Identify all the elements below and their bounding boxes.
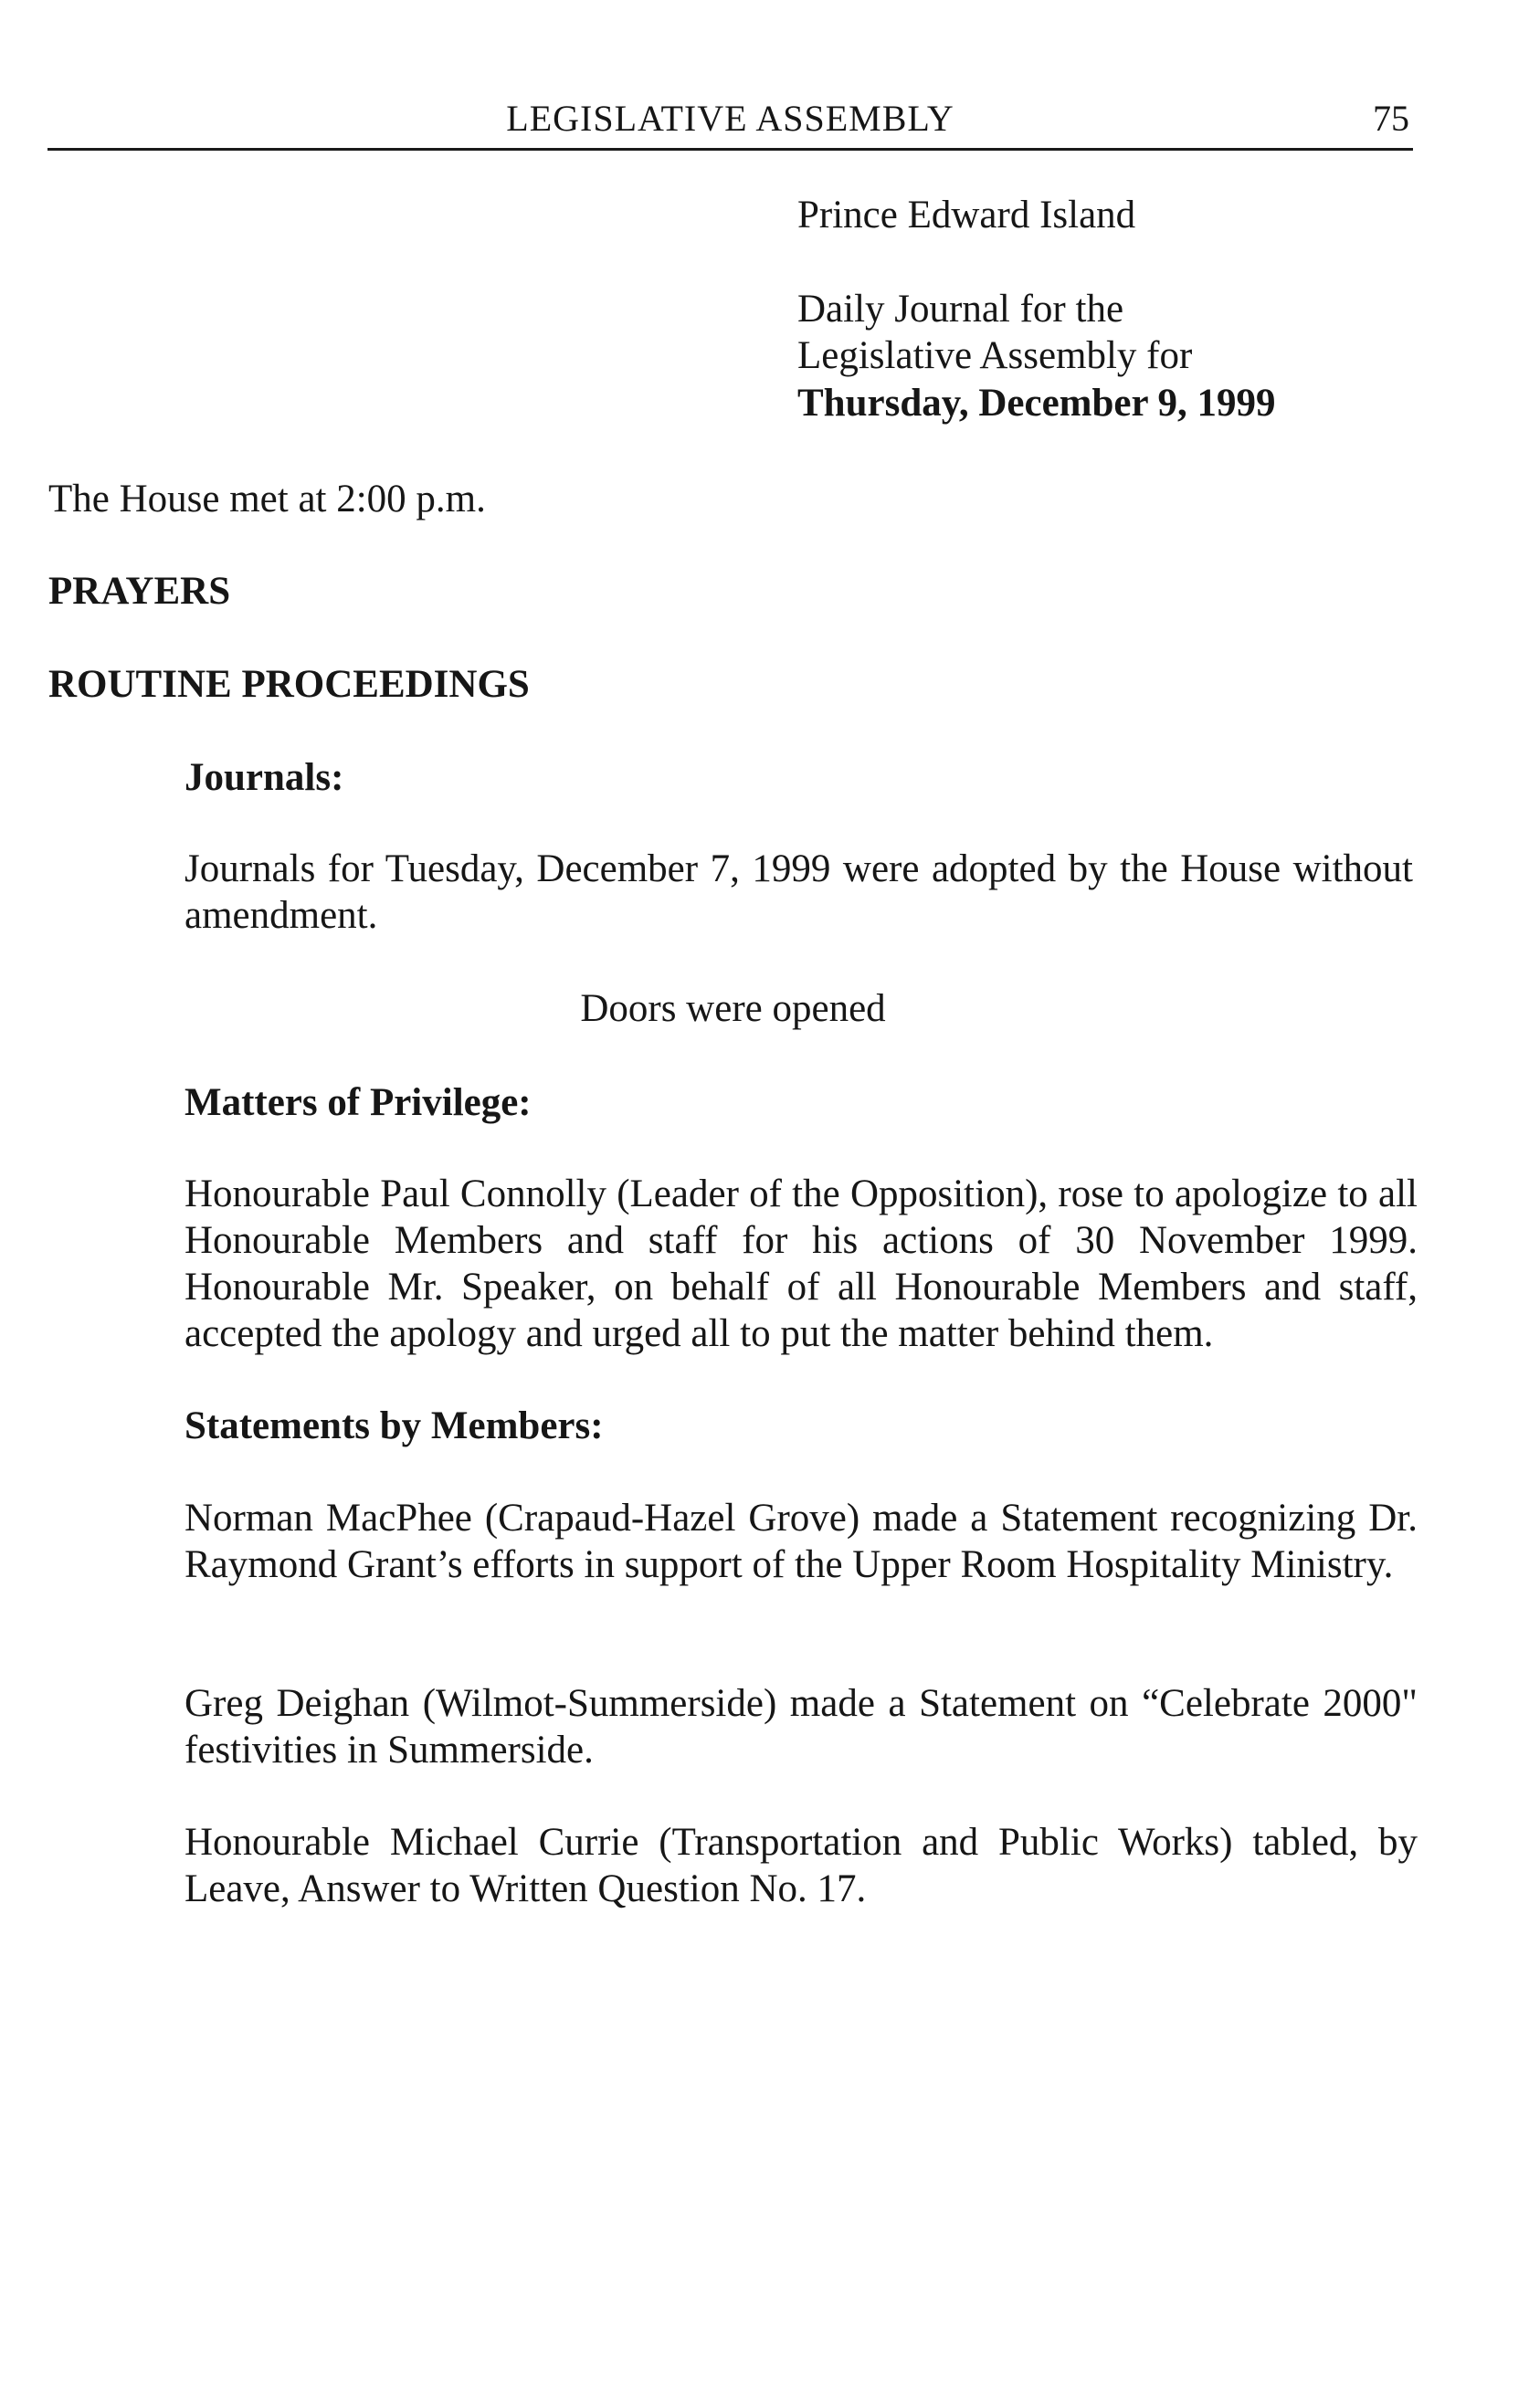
page-number: 75 <box>1373 98 1409 139</box>
journals-text: Journals for Tuesday, December 7, 1999 were adopted by the House without amendment. <box>185 847 1413 937</box>
journals-heading: Journals: <box>185 756 344 799</box>
statement-deighan: Greg Deighan (Wilmot-Summerside) made a Statement on “Celebrate 2000" festivities in Summerside. <box>185 1682 1418 1772</box>
routine-proceedings-heading: ROUTINE PROCEEDINGS <box>48 663 530 706</box>
masthead-date: Thursday, December 9, 1999 <box>797 382 1276 425</box>
statement-macphee: Norman MacPhee (Crapaud-Hazel Grove) made a Statement recognizing Dr. Raymond Grant’s efforts in support of the Upper Room Hospitality Ministry. <box>185 1497 1418 1586</box>
statement-currie: Honourable Michael Currie (Transportation and Public Works) tabled, by Leave, Answer to Written Question No. 17. <box>185 1821 1418 1910</box>
prayers-heading: PRAYERS <box>48 570 231 613</box>
masthead-province: Prince Edward Island <box>797 194 1136 237</box>
privilege-heading: Matters of Privilege: <box>185 1081 532 1124</box>
house-met-text: The House met at 2:00 p.m. <box>48 478 486 521</box>
page-header <box>47 93 1413 151</box>
doors-opened-text: Doors were opened <box>580 987 886 1030</box>
masthead-line-1: Daily Journal for the <box>797 288 1124 331</box>
masthead-line-2: Legislative Assembly for <box>797 334 1193 377</box>
statements-heading: Statements by Members: <box>185 1404 604 1447</box>
header-title: LEGISLATIVE ASSEMBLY <box>506 98 954 139</box>
privilege-text: Honourable Paul Connolly (Leader of the Opposition), rose to apologize to all Honourable Members and staff for his actions of 30 November 1999. Honourable Mr. Speaker, on behalf of all Honourable Members and staff, accepted the apology and urged all to put the matter behind them. <box>185 1172 1418 1355</box>
